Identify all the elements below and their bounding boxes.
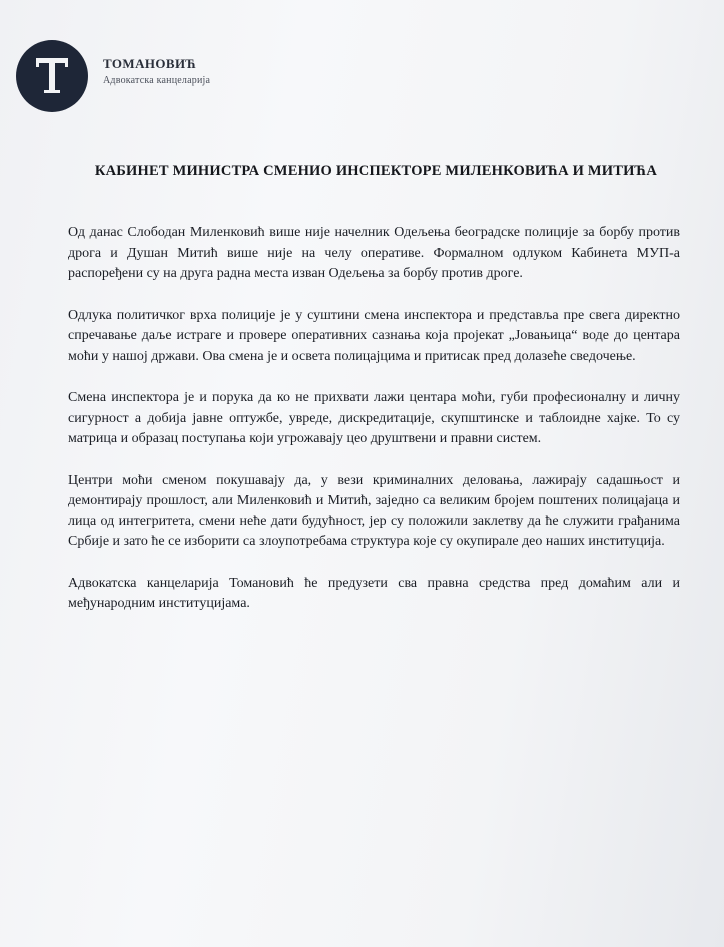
paragraph: Од данас Слободан Миленковић више није начелник Одељења београдске полиције за борбу против дрога и Душан Митић више није на челу оперативе. Формалном одлуком Кабинета МУП-а распоређени су на друга радна места изван Одељења за борбу против дроге. (68, 225, 680, 281)
paragraph: Смена инспектора је и порука да ко не прихвати лажи центара моћи, губи професионалну и личну сигурност а добија јавне оптужбе, увреде, дискредитације, скупштинске и таблоидне хајке. То су матрица и образац поступања који угрожавају цео друштвени и правни систем. (68, 390, 680, 446)
firm-subtitle: Адвокатска канцеларија (103, 75, 211, 86)
firm-name: ТОМАНОВИЋ (103, 56, 197, 71)
letter-t-monogram-icon (16, 40, 88, 112)
logo-letter-graphic (24, 48, 80, 104)
document-body (68, 223, 680, 636)
document-title: КАБИНЕТ МИНИСТРА СМЕНИО ИНСПЕКТОРЕ МИЛЕНКОВИЋА И МИТИЋА (94, 163, 658, 179)
paragraph: Адвокатска канцеларија Томановић ће предузети сва правна средства пред домаћим али и међународним институцијама. (68, 575, 680, 611)
paragraph: Одлука политичког врха полиције је у суштини смена инспектора и представља пре свега директно спречавање даље истраге и провере оперативних сазнања која пројекат „Јовањица“ воде до центара моћи у нашој држави. Ова смена је и освета полицајцима и притисак пред долазеће сведочење. (68, 307, 680, 364)
paragraph: Центри моћи сменом покушавају да, у вези криминалних деловања, лажирају садашњост и демонтирају прошлост, али Миленковић и Митић, заједно са великим бројем поштених полицајаца и лица од интегритета, смени неће дати будућност, јер су положили заклетву да ће служити грађанима Србије и зато ће се изборити са злоупотребама структура које су окупирале део наших институција. (68, 472, 680, 549)
